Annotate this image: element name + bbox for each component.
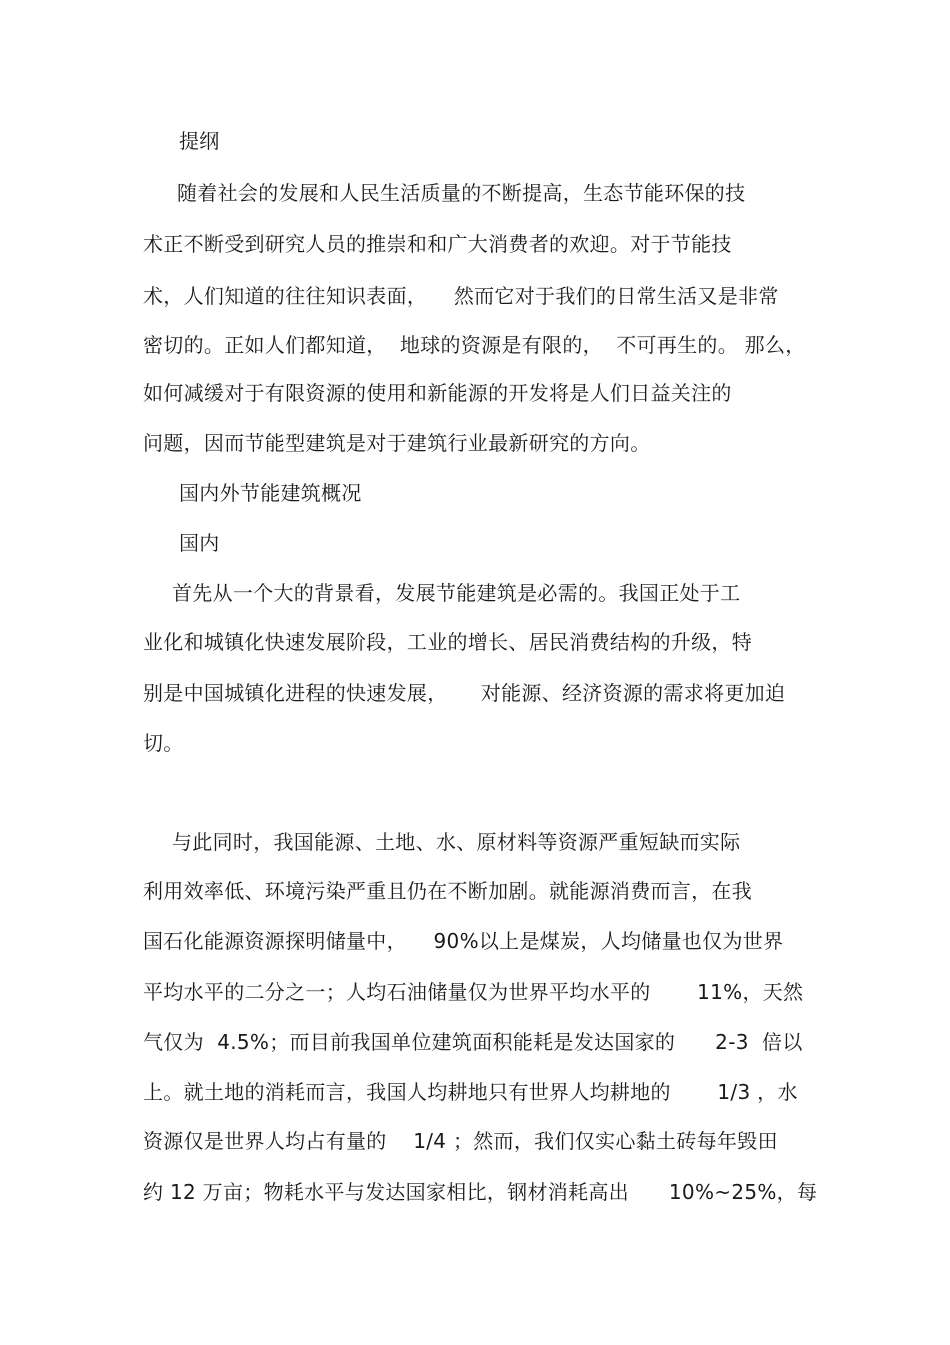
- paragraph-line: 密切的。正如人们都知道， 地球的资源是有限的， 不可再生的。 那么，: [143, 333, 806, 357]
- paragraph-line: 问题，因而节能型建筑是对于建筑行业最新研究的方向。: [143, 431, 651, 455]
- paragraph-line: 平均水平的二分之一；人均石油储量仅为世界平均水平的 11%，天然: [143, 980, 804, 1004]
- paragraph-line: 随着社会的发展和人民生活质量的不断提高，生态节能环保的技: [177, 181, 746, 205]
- paragraph-line: 业化和城镇化快速发展阶段，工业的增长、居民消费结构的升级，特: [143, 630, 752, 654]
- heading-outline: 提纲: [179, 129, 220, 153]
- paragraph-line: 术正不断受到研究人员的推崇和和广大消费者的欢迎。对于节能技: [143, 232, 732, 256]
- paragraph-line: 如何减缓对于有限资源的使用和新能源的开发将是人们日益关注的: [143, 381, 732, 405]
- paragraph-line: 切。: [143, 731, 184, 755]
- heading-domestic: 国内: [179, 531, 220, 555]
- paragraph-line: 别是中国城镇化进程的快速发展， 对能源、经济资源的需求将更加迫: [143, 681, 786, 705]
- paragraph-line: 资源仅是世界人均占有量的 1/4 ；然而，我们仅实心黏土砖每年毁田: [143, 1129, 778, 1153]
- paragraph-line: 术，人们知道的往往知识表面， 然而它对于我们的日常生活又是非常: [143, 284, 779, 308]
- paragraph-line: 上。就土地的消耗而言，我国人均耕地只有世界人均耕地的 1/3 ，水: [143, 1080, 798, 1104]
- paragraph-line: 气仅为 4.5%；而目前我国单位建筑面积能耗是发达国家的 2-3 倍以: [143, 1030, 803, 1054]
- heading-overview: 国内外节能建筑概况: [179, 481, 362, 505]
- paragraph-line: 国石化能源资源探明储量中， 90%以上是煤炭，人均储量也仅为世界: [143, 929, 784, 953]
- paragraph-line: 利用效率低、环境污染严重且仍在不断加剧。就能源消费而言，在我: [143, 879, 752, 903]
- paragraph-line: 约 12 万亩；物耗水平与发达国家相比，钢材消耗高出 10%~25%，每: [143, 1180, 818, 1204]
- paragraph-line: 首先从一个大的背景看，发展节能建筑是必需的。我国正处于工: [172, 581, 741, 605]
- paragraph-line: 与此同时，我国能源、土地、水、原材料等资源严重短缺而实际: [172, 830, 741, 854]
